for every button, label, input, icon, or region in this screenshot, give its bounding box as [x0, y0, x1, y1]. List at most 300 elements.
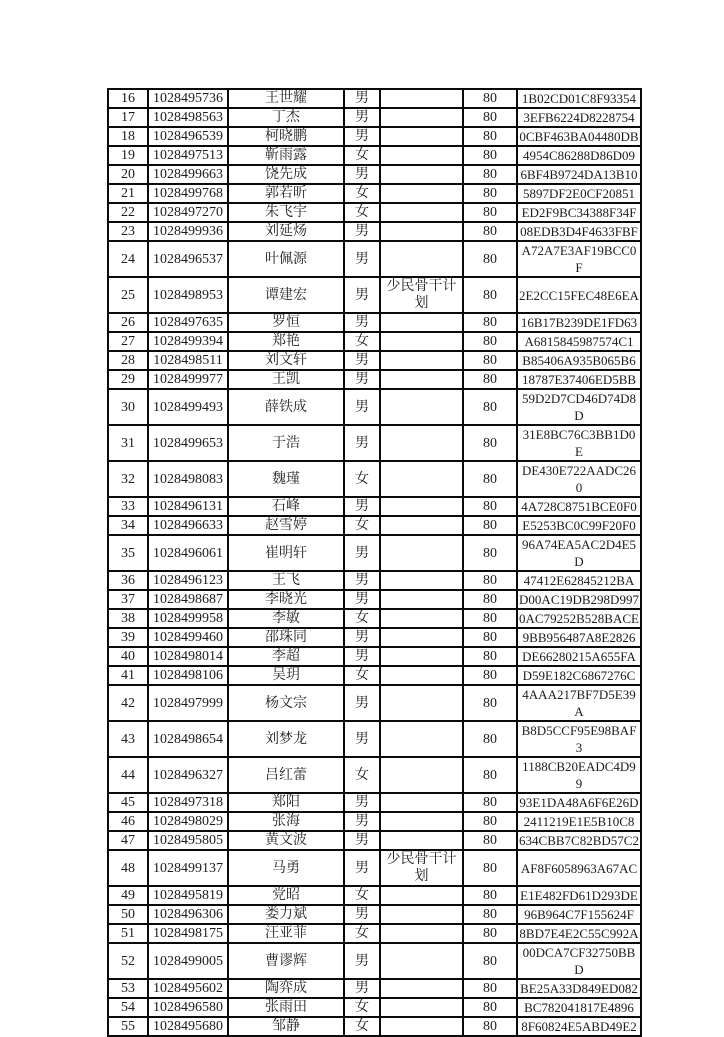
- gender-cell: 男: [344, 389, 380, 425]
- name-cell: 刘延炀: [228, 222, 344, 241]
- table-row: [108, 943, 641, 979]
- plan-cell: [380, 757, 463, 793]
- table-row: [108, 831, 641, 850]
- student-id-cell: 1028495680: [148, 1017, 228, 1036]
- score-cell: 80: [463, 685, 517, 721]
- table-row: [108, 924, 641, 943]
- row-number-cell: 41: [108, 666, 148, 685]
- plan-cell: [380, 146, 463, 165]
- table-row: [108, 757, 641, 793]
- name-cell: 郑阳: [228, 793, 344, 812]
- gender-cell: 男: [344, 628, 380, 647]
- gender-cell: 女: [344, 998, 380, 1017]
- plan-cell: [380, 332, 463, 351]
- table-row: [108, 590, 641, 609]
- name-cell: 王世耀: [228, 89, 344, 108]
- plan-cell: [380, 628, 463, 647]
- student-id-cell: 1028498175: [148, 924, 228, 943]
- student-id-cell: 1028499958: [148, 609, 228, 628]
- checksum-cell: 18787E37406ED5BB: [517, 370, 641, 389]
- plan-cell: [380, 647, 463, 666]
- checksum-cell: 8BD7E4E2C55C992A: [517, 924, 641, 943]
- plan-cell: [380, 721, 463, 757]
- plan-cell: [380, 313, 463, 332]
- student-id-cell: 1028498953: [148, 277, 228, 313]
- row-number-cell: 54: [108, 998, 148, 1017]
- score-cell: 80: [463, 812, 517, 831]
- gender-cell: 男: [344, 943, 380, 979]
- plan-cell: [380, 812, 463, 831]
- score-cell: 80: [463, 628, 517, 647]
- gender-cell: 男: [344, 497, 380, 516]
- score-cell: 80: [463, 146, 517, 165]
- row-number-cell: 32: [108, 461, 148, 497]
- name-cell: 柯晓鹏: [228, 127, 344, 146]
- student-id-cell: 1028496327: [148, 757, 228, 793]
- gender-cell: 女: [344, 516, 380, 535]
- student-id-cell: 1028498106: [148, 666, 228, 685]
- gender-cell: 男: [344, 812, 380, 831]
- gender-cell: 女: [344, 332, 380, 351]
- row-number-cell: 44: [108, 757, 148, 793]
- checksum-cell: 1188CB20EADC4D99: [517, 757, 641, 793]
- checksum-cell: 0CBF463BA04480DB: [517, 127, 641, 146]
- checksum-cell: A72A7E3AF19BCC0F: [517, 241, 641, 277]
- checksum-cell: D00AC19DB298D997: [517, 590, 641, 609]
- checksum-cell: 47412E62845212BA: [517, 571, 641, 590]
- table-row: [108, 313, 641, 332]
- gender-cell: 男: [344, 108, 380, 127]
- row-number-cell: 50: [108, 905, 148, 924]
- plan-cell: [380, 793, 463, 812]
- name-cell: 张雨田: [228, 998, 344, 1017]
- gender-cell: 男: [344, 685, 380, 721]
- plan-cell: [380, 666, 463, 685]
- student-id-cell: 1028496537: [148, 241, 228, 277]
- student-id-cell: 1028496061: [148, 535, 228, 571]
- gender-cell: 男: [344, 370, 380, 389]
- plan-cell: [380, 222, 463, 241]
- name-cell: 刘梦龙: [228, 721, 344, 757]
- name-cell: 吕红蕾: [228, 757, 344, 793]
- name-cell: 王凯: [228, 370, 344, 389]
- name-cell: 李超: [228, 647, 344, 666]
- score-cell: 80: [463, 332, 517, 351]
- plan-cell: [380, 389, 463, 425]
- student-id-cell: 1028499663: [148, 165, 228, 184]
- student-id-cell: 1028497513: [148, 146, 228, 165]
- checksum-cell: 59D2D7CD46D74D8D: [517, 389, 641, 425]
- table-row: [108, 886, 641, 905]
- table-row: [108, 146, 641, 165]
- score-cell: 80: [463, 108, 517, 127]
- table-row: [108, 277, 641, 313]
- name-cell: 郑艳: [228, 332, 344, 351]
- row-number-cell: 31: [108, 425, 148, 461]
- student-id-cell: 1028499977: [148, 370, 228, 389]
- name-cell: 邹静: [228, 1017, 344, 1036]
- gender-cell: 男: [344, 535, 380, 571]
- name-cell: 崔明轩: [228, 535, 344, 571]
- table-row: [108, 647, 641, 666]
- student-id-cell: 1028498563: [148, 108, 228, 127]
- score-cell: 80: [463, 351, 517, 370]
- plan-cell: 少民骨干计划: [380, 277, 463, 313]
- score-cell: 80: [463, 461, 517, 497]
- checksum-cell: D59E182C6867276C: [517, 666, 641, 685]
- score-cell: 80: [463, 277, 517, 313]
- student-id-cell: 1028495736: [148, 89, 228, 108]
- table-row: [108, 666, 641, 685]
- checksum-cell: B85406A935B065B6: [517, 351, 641, 370]
- plan-cell: [380, 89, 463, 108]
- row-number-cell: 16: [108, 89, 148, 108]
- score-cell: 80: [463, 241, 517, 277]
- checksum-cell: 5897DF2E0CF20851: [517, 184, 641, 203]
- score-cell: 80: [463, 886, 517, 905]
- checksum-cell: 1B02CD01C8F93354: [517, 89, 641, 108]
- checksum-cell: 93E1DA48A6F6E26D: [517, 793, 641, 812]
- row-number-cell: 45: [108, 793, 148, 812]
- table-row: [108, 203, 641, 222]
- checksum-cell: E5253BC0C99F20F0: [517, 516, 641, 535]
- score-cell: 80: [463, 425, 517, 461]
- name-cell: 于浩: [228, 425, 344, 461]
- table-row: [108, 108, 641, 127]
- gender-cell: 男: [344, 313, 380, 332]
- gender-cell: 女: [344, 886, 380, 905]
- student-id-cell: 1028498014: [148, 647, 228, 666]
- plan-cell: [380, 1017, 463, 1036]
- table-row: [108, 89, 641, 108]
- checksum-cell: 634CBB7C82BD57C2: [517, 831, 641, 850]
- table-row: [108, 370, 641, 389]
- table-row: [108, 165, 641, 184]
- table-row: [108, 571, 641, 590]
- student-id-cell: 1028499936: [148, 222, 228, 241]
- name-cell: 魏瑾: [228, 461, 344, 497]
- gender-cell: 男: [344, 571, 380, 590]
- student-id-cell: 1028495602: [148, 979, 228, 998]
- row-number-cell: 42: [108, 685, 148, 721]
- checksum-cell: 31E8BC76C3BB1D0E: [517, 425, 641, 461]
- plan-cell: [380, 203, 463, 222]
- student-id-cell: 1028495819: [148, 886, 228, 905]
- plan-cell: [380, 979, 463, 998]
- table-row: [108, 222, 641, 241]
- student-id-cell: 1028496539: [148, 127, 228, 146]
- plan-cell: [380, 184, 463, 203]
- table-row: [108, 685, 641, 721]
- name-cell: 罗恒: [228, 313, 344, 332]
- row-number-cell: 36: [108, 571, 148, 590]
- name-cell: 李晓光: [228, 590, 344, 609]
- table-row: [108, 461, 641, 497]
- checksum-cell: BE25A33D849ED082: [517, 979, 641, 998]
- checksum-cell: 4954C86288D86D09: [517, 146, 641, 165]
- student-id-cell: 1028498654: [148, 721, 228, 757]
- table-row: [108, 1017, 641, 1036]
- row-number-cell: 18: [108, 127, 148, 146]
- checksum-cell: 2411219E1E5B10C8: [517, 812, 641, 831]
- student-id-cell: 1028499137: [148, 850, 228, 886]
- gender-cell: 男: [344, 127, 380, 146]
- table-row: [108, 241, 641, 277]
- student-id-cell: 1028496131: [148, 497, 228, 516]
- gender-cell: 男: [344, 590, 380, 609]
- student-id-cell: 1028497270: [148, 203, 228, 222]
- score-cell: 80: [463, 757, 517, 793]
- row-number-cell: 30: [108, 389, 148, 425]
- plan-cell: [380, 241, 463, 277]
- gender-cell: 男: [344, 979, 380, 998]
- roster-body: [108, 89, 641, 1036]
- checksum-cell: BC782041817E4896: [517, 998, 641, 1017]
- row-number-cell: 39: [108, 628, 148, 647]
- gender-cell: 女: [344, 184, 380, 203]
- row-number-cell: 53: [108, 979, 148, 998]
- plan-cell: [380, 497, 463, 516]
- plan-cell: [380, 685, 463, 721]
- plan-cell: [380, 108, 463, 127]
- score-cell: 80: [463, 647, 517, 666]
- name-cell: 丁杰: [228, 108, 344, 127]
- checksum-cell: E1E482FD61D293DE: [517, 886, 641, 905]
- row-number-cell: 49: [108, 886, 148, 905]
- table-row: [108, 184, 641, 203]
- student-id-cell: 1028495805: [148, 831, 228, 850]
- name-cell: 谭建宏: [228, 277, 344, 313]
- gender-cell: 男: [344, 165, 380, 184]
- score-cell: 80: [463, 127, 517, 146]
- name-cell: 石峰: [228, 497, 344, 516]
- checksum-cell: B8D5CCF95E98BAF3: [517, 721, 641, 757]
- name-cell: 党昭: [228, 886, 344, 905]
- name-cell: 叶佩源: [228, 241, 344, 277]
- score-cell: 80: [463, 184, 517, 203]
- student-id-cell: 1028497635: [148, 313, 228, 332]
- plan-cell: [380, 516, 463, 535]
- student-id-cell: 1028498687: [148, 590, 228, 609]
- name-cell: 陶弈成: [228, 979, 344, 998]
- checksum-cell: AF8F6058963A67AC: [517, 850, 641, 886]
- checksum-cell: DE430E722AADC260: [517, 461, 641, 497]
- score-cell: 80: [463, 721, 517, 757]
- score-cell: 80: [463, 571, 517, 590]
- name-cell: 刘文轩: [228, 351, 344, 370]
- score-cell: 80: [463, 831, 517, 850]
- row-number-cell: 40: [108, 647, 148, 666]
- score-cell: 80: [463, 89, 517, 108]
- checksum-cell: 3EFB6224D8228754: [517, 108, 641, 127]
- table-row: [108, 332, 641, 351]
- name-cell: 李敏: [228, 609, 344, 628]
- table-row: [108, 721, 641, 757]
- name-cell: 薛铁成: [228, 389, 344, 425]
- score-cell: 80: [463, 1017, 517, 1036]
- table-row: [108, 979, 641, 998]
- plan-cell: [380, 905, 463, 924]
- name-cell: 靳雨露: [228, 146, 344, 165]
- checksum-cell: 96B964C7F155624F: [517, 905, 641, 924]
- score-cell: 80: [463, 924, 517, 943]
- name-cell: 曹谬辉: [228, 943, 344, 979]
- plan-cell: [380, 425, 463, 461]
- row-number-cell: 37: [108, 590, 148, 609]
- table-row: [108, 998, 641, 1017]
- student-id-cell: 1028498083: [148, 461, 228, 497]
- name-cell: 杨文宗: [228, 685, 344, 721]
- plan-cell: [380, 609, 463, 628]
- checksum-cell: DE66280215A655FA: [517, 647, 641, 666]
- row-number-cell: 33: [108, 497, 148, 516]
- score-cell: 80: [463, 313, 517, 332]
- row-number-cell: 21: [108, 184, 148, 203]
- gender-cell: 男: [344, 793, 380, 812]
- score-cell: 80: [463, 998, 517, 1017]
- name-cell: 汪亚菲: [228, 924, 344, 943]
- name-cell: 张海: [228, 812, 344, 831]
- gender-cell: 女: [344, 461, 380, 497]
- name-cell: 黄文波: [228, 831, 344, 850]
- score-cell: 80: [463, 943, 517, 979]
- name-cell: 赵雪婷: [228, 516, 344, 535]
- gender-cell: 女: [344, 924, 380, 943]
- name-cell: 朱飞宇: [228, 203, 344, 222]
- name-cell: 娄力斌: [228, 905, 344, 924]
- gender-cell: 男: [344, 647, 380, 666]
- row-number-cell: 55: [108, 1017, 148, 1036]
- table-row: [108, 535, 641, 571]
- row-number-cell: 25: [108, 277, 148, 313]
- row-number-cell: 38: [108, 609, 148, 628]
- gender-cell: 女: [344, 203, 380, 222]
- gender-cell: 男: [344, 351, 380, 370]
- row-number-cell: 35: [108, 535, 148, 571]
- score-cell: 80: [463, 979, 517, 998]
- score-cell: 80: [463, 590, 517, 609]
- row-number-cell: 48: [108, 850, 148, 886]
- score-cell: 80: [463, 850, 517, 886]
- name-cell: 吴玥: [228, 666, 344, 685]
- score-cell: 80: [463, 535, 517, 571]
- checksum-cell: 4AAA217BF7D5E39A: [517, 685, 641, 721]
- gender-cell: 男: [344, 721, 380, 757]
- student-id-cell: 1028496580: [148, 998, 228, 1017]
- gender-cell: 男: [344, 241, 380, 277]
- plan-cell: [380, 571, 463, 590]
- score-cell: 80: [463, 516, 517, 535]
- row-number-cell: 34: [108, 516, 148, 535]
- table-row: [108, 497, 641, 516]
- checksum-cell: ED2F9BC34388F34F: [517, 203, 641, 222]
- student-id-cell: 1028498029: [148, 812, 228, 831]
- student-id-cell: 1028497999: [148, 685, 228, 721]
- score-cell: 80: [463, 203, 517, 222]
- student-id-cell: 1028496306: [148, 905, 228, 924]
- gender-cell: 男: [344, 905, 380, 924]
- row-number-cell: 28: [108, 351, 148, 370]
- score-cell: 80: [463, 370, 517, 389]
- checksum-cell: 16B17B239DE1FD63: [517, 313, 641, 332]
- table-row: [108, 127, 641, 146]
- name-cell: 饶先成: [228, 165, 344, 184]
- name-cell: 邵珠同: [228, 628, 344, 647]
- student-id-cell: 1028499394: [148, 332, 228, 351]
- checksum-cell: A6815845987574C1: [517, 332, 641, 351]
- row-number-cell: 17: [108, 108, 148, 127]
- student-id-cell: 1028498511: [148, 351, 228, 370]
- plan-cell: [380, 535, 463, 571]
- score-cell: 80: [463, 666, 517, 685]
- student-id-cell: 1028499493: [148, 389, 228, 425]
- gender-cell: 男: [344, 222, 380, 241]
- checksum-cell: 6BF4B9724DA13B10: [517, 165, 641, 184]
- row-number-cell: 27: [108, 332, 148, 351]
- checksum-cell: 4A728C8751BCE0F0: [517, 497, 641, 516]
- score-cell: 80: [463, 793, 517, 812]
- checksum-cell: 96A74EA5AC2D4E5D: [517, 535, 641, 571]
- plan-cell: [380, 127, 463, 146]
- score-cell: 80: [463, 609, 517, 628]
- student-id-cell: 1028497318: [148, 793, 228, 812]
- row-number-cell: 20: [108, 165, 148, 184]
- table-row: [108, 812, 641, 831]
- table-row: [108, 628, 641, 647]
- gender-cell: 男: [344, 831, 380, 850]
- score-cell: 80: [463, 905, 517, 924]
- row-number-cell: 29: [108, 370, 148, 389]
- score-cell: 80: [463, 389, 517, 425]
- student-id-cell: 1028496123: [148, 571, 228, 590]
- plan-cell: [380, 943, 463, 979]
- checksum-cell: 0AC79252B528BACE: [517, 609, 641, 628]
- student-id-cell: 1028499768: [148, 184, 228, 203]
- score-cell: 80: [463, 222, 517, 241]
- plan-cell: [380, 886, 463, 905]
- student-id-cell: 1028499653: [148, 425, 228, 461]
- name-cell: 马勇: [228, 850, 344, 886]
- score-cell: 80: [463, 497, 517, 516]
- row-number-cell: 22: [108, 203, 148, 222]
- gender-cell: 女: [344, 1017, 380, 1036]
- row-number-cell: 19: [108, 146, 148, 165]
- row-number-cell: 47: [108, 831, 148, 850]
- plan-cell: [380, 924, 463, 943]
- table-row: [108, 516, 641, 535]
- gender-cell: 男: [344, 277, 380, 313]
- row-number-cell: 43: [108, 721, 148, 757]
- gender-cell: 男: [344, 89, 380, 108]
- plan-cell: [380, 461, 463, 497]
- score-cell: 80: [463, 165, 517, 184]
- plan-cell: [380, 998, 463, 1017]
- table-row: [108, 389, 641, 425]
- plan-cell: 少民骨干计划: [380, 850, 463, 886]
- row-number-cell: 26: [108, 313, 148, 332]
- table-row: [108, 793, 641, 812]
- checksum-cell: 2E2CC15FEC48E6EA: [517, 277, 641, 313]
- student-id-cell: 1028499005: [148, 943, 228, 979]
- plan-cell: [380, 165, 463, 184]
- table-row: [108, 425, 641, 461]
- checksum-cell: 08EDB3D4F4633FBF: [517, 222, 641, 241]
- row-number-cell: 51: [108, 924, 148, 943]
- table-row: [108, 609, 641, 628]
- gender-cell: 男: [344, 425, 380, 461]
- row-number-cell: 52: [108, 943, 148, 979]
- table-row: [108, 905, 641, 924]
